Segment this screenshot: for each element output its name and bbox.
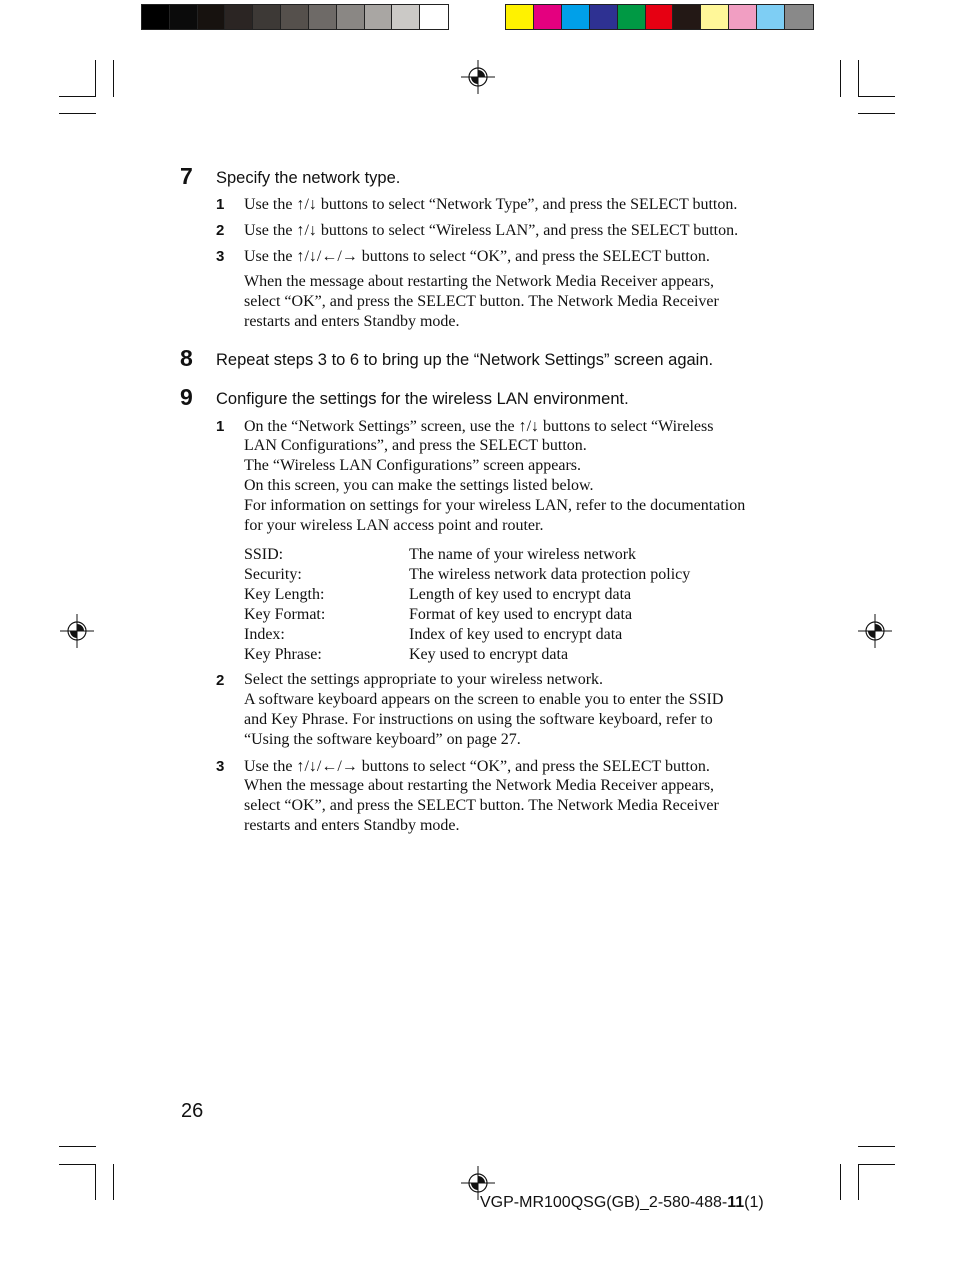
arrow-buttons-icon: ↑/↓/←/→ bbox=[296, 758, 358, 775]
substep-text-start: On the “Network Settings” screen, use the bbox=[244, 418, 519, 435]
color-swatch bbox=[562, 5, 590, 29]
setting-description: The name of your wireless network bbox=[409, 546, 637, 563]
substep-note: When the message about restarting the Network Media Receiver appears, select “OK”, and press the SELECT button. The Network Media Receiver restarts and enters Standby mode. bbox=[244, 273, 719, 330]
substep-body: Select the settings appropriate to your wireless network. A software keyboard appears on the screen to enable you to enter the SSID and Key Phrase. For instructions on using the software keyboard, refer to “Using the software keyboard” on page 27. bbox=[244, 671, 724, 748]
document-code-revision: 11 bbox=[727, 1194, 745, 1211]
step-heading: Specify the network type. bbox=[216, 169, 401, 187]
substep-text bbox=[244, 419, 713, 435]
substep-text-end: buttons to select “Wireless bbox=[539, 418, 714, 435]
crop-mark bbox=[59, 96, 96, 97]
setting-term: SSID: bbox=[244, 546, 284, 563]
substep-text bbox=[244, 197, 737, 213]
setting-description: Index of key used to encrypt data bbox=[409, 626, 623, 643]
crop-mark bbox=[840, 60, 841, 97]
substep-text-start: Use the bbox=[244, 758, 297, 775]
gray-calibration-bar bbox=[141, 4, 449, 30]
substep-body: When the message about restarting the Network Media Receiver appears, select “OK”, and press the SELECT button. The Network Media Receiver restarts and enters Standby mode. bbox=[244, 777, 719, 834]
registration-mark-icon bbox=[461, 60, 495, 94]
crop-mark bbox=[858, 60, 859, 97]
document-code-suffix: (1) bbox=[744, 1194, 764, 1211]
crop-mark bbox=[113, 1164, 114, 1200]
registration-mark-icon bbox=[858, 614, 892, 648]
crop-mark bbox=[858, 96, 895, 97]
substep-text-end: buttons to select “Network Type”, and press the SELECT button. bbox=[316, 196, 738, 213]
step-number: 8 bbox=[180, 345, 193, 371]
arrow-buttons-icon: ↑/↓/←/→ bbox=[296, 248, 358, 265]
substep-number: 2 bbox=[216, 222, 225, 239]
crop-mark bbox=[113, 60, 114, 97]
substep-text-end: buttons to select “Wireless LAN”, and press the SELECT button. bbox=[316, 222, 739, 239]
document-code-prefix: VGP-MR100QSG(GB)_2-580-488- bbox=[480, 1194, 728, 1211]
document-code bbox=[480, 1195, 764, 1211]
gray-swatch bbox=[170, 5, 198, 29]
substep-text bbox=[244, 249, 710, 265]
arrow-buttons-icon: ↑/↓ bbox=[296, 222, 317, 239]
crop-mark bbox=[858, 1164, 895, 1165]
gray-swatch bbox=[392, 5, 420, 29]
setting-term: Security: bbox=[244, 566, 302, 583]
substep-text-end: buttons to select “OK”, and press the SELECT button. bbox=[357, 248, 710, 265]
crop-mark bbox=[840, 1164, 841, 1200]
crop-mark bbox=[858, 113, 895, 114]
color-swatch bbox=[785, 5, 813, 29]
arrow-buttons-icon: ↑/↓ bbox=[296, 196, 317, 213]
substep-text-end: buttons to select “OK”, and press the SELECT button. bbox=[357, 758, 710, 775]
gray-swatch bbox=[309, 5, 337, 29]
setting-description: Key used to encrypt data bbox=[409, 646, 569, 663]
step-heading: Configure the settings for the wireless LAN environment. bbox=[216, 390, 629, 408]
page-number: 26 bbox=[181, 1100, 204, 1122]
crop-mark bbox=[95, 60, 96, 97]
crop-mark bbox=[858, 1146, 895, 1147]
color-swatch bbox=[757, 5, 785, 29]
setting-term: Key Format: bbox=[244, 606, 326, 623]
substep-number: 2 bbox=[216, 672, 225, 689]
color-swatch bbox=[506, 5, 534, 29]
gray-swatch bbox=[253, 5, 281, 29]
setting-term: Key Phrase: bbox=[244, 646, 322, 663]
color-swatch bbox=[590, 5, 618, 29]
gray-swatch bbox=[420, 5, 448, 29]
substep-number: 1 bbox=[216, 418, 225, 435]
color-swatch bbox=[534, 5, 562, 29]
gray-swatch bbox=[225, 5, 253, 29]
substep-number: 3 bbox=[216, 758, 225, 775]
substep-text bbox=[244, 223, 738, 239]
substep-text-start: Use the bbox=[244, 196, 297, 213]
substep-number: 3 bbox=[216, 248, 225, 265]
crop-mark bbox=[59, 1164, 96, 1165]
gray-swatch bbox=[337, 5, 365, 29]
color-calibration-bar bbox=[505, 4, 814, 30]
setting-description: Format of key used to encrypt data bbox=[409, 606, 633, 623]
crop-mark bbox=[858, 1164, 859, 1200]
arrow-buttons-icon: ↑/↓ bbox=[518, 418, 540, 435]
crop-mark bbox=[95, 1164, 96, 1200]
setting-term: Index: bbox=[244, 626, 285, 643]
color-swatch bbox=[646, 5, 674, 29]
color-swatch bbox=[701, 5, 729, 29]
substep-number: 1 bbox=[216, 196, 225, 213]
gray-swatch bbox=[281, 5, 309, 29]
substep-text bbox=[244, 759, 710, 775]
substep-text-start: Use the bbox=[244, 248, 297, 265]
step-number: 7 bbox=[180, 163, 193, 189]
setting-description: The wireless network data protection policy bbox=[409, 566, 691, 583]
crop-mark bbox=[59, 113, 96, 114]
color-swatch bbox=[673, 5, 701, 29]
color-swatch bbox=[618, 5, 646, 29]
step-heading: Repeat steps 3 to 6 to bring up the “Network Settings” screen again. bbox=[216, 351, 714, 369]
gray-swatch bbox=[198, 5, 226, 29]
step-number: 9 bbox=[180, 384, 193, 410]
registration-mark-icon bbox=[60, 614, 94, 648]
setting-term: Key Length: bbox=[244, 586, 325, 603]
gray-swatch bbox=[142, 5, 170, 29]
gray-swatch bbox=[365, 5, 393, 29]
crop-mark bbox=[59, 1146, 96, 1147]
substep-text-start: Use the bbox=[244, 222, 297, 239]
substep-body: LAN Configurations”, and press the SELECT button. The “Wireless LAN Configurations” screen appears. On this screen, you can make the settings listed below. For information on settings for your wireless LAN, refer to the documentation for your wireless LAN access point and router. bbox=[244, 437, 746, 534]
color-swatch bbox=[729, 5, 757, 29]
setting-description: Length of key used to encrypt data bbox=[409, 586, 632, 603]
